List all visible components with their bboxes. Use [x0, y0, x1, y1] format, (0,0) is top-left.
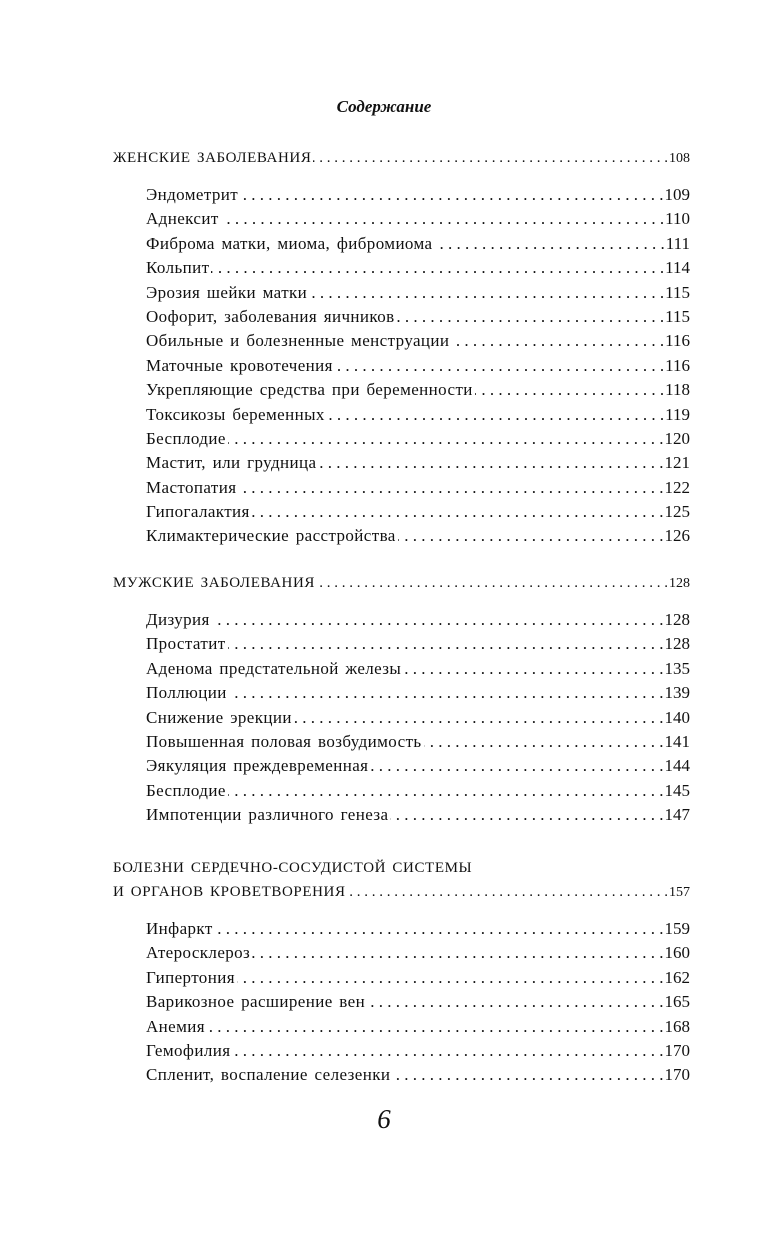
toc-entry[interactable]	[113, 405, 690, 429]
dot-leader	[229, 683, 664, 703]
toc-entry[interactable]	[113, 526, 690, 550]
toc-entry-label: Инфаркт	[146, 919, 213, 938]
toc-entry-page-number: 141	[664, 731, 690, 751]
toc-entry-page-number: 128	[664, 610, 690, 629]
toc-entry-label: Мастит, или грудница	[146, 453, 317, 473]
section-heading[interactable]	[113, 150, 690, 174]
dot-leader	[367, 992, 663, 1012]
toc-entry-label: Повышенная половая возбудимость	[146, 731, 422, 751]
dot-leader	[403, 659, 663, 679]
toc-entry-page-number: 116	[665, 331, 690, 351]
toc-entry-page-number: 159	[664, 919, 690, 938]
toc-entry-page-number: 144	[664, 756, 690, 776]
dot-leader	[317, 575, 668, 592]
toc-entry-label: Атеросклероз	[146, 943, 251, 963]
toc-entry-label: Простатит	[146, 634, 226, 654]
toc-entry-page-number: 125	[664, 502, 690, 522]
page-title: Содержание	[336, 97, 432, 116]
dot-leader	[228, 781, 664, 801]
toc-entry-label: Гемофилия	[146, 1040, 231, 1060]
section-heading[interactable]	[113, 575, 690, 599]
toc-entry-label: Кольпит	[146, 258, 210, 278]
section-page-number: 128	[669, 576, 690, 591]
toc-entry-label: Обильные и болезненные менструации	[146, 331, 450, 351]
toc-entry[interactable]	[113, 992, 690, 1016]
toc-entry-label: Эрозия шейки матки	[146, 282, 308, 302]
dot-leader	[370, 756, 663, 776]
toc-entry[interactable]	[113, 331, 690, 355]
toc-entry-label: Импотенции различного генеза	[146, 805, 389, 825]
toc-entry-page-number: 139	[664, 683, 690, 703]
toc-entry-label: Оофорит, заболевания яичников	[146, 306, 395, 326]
dot-leader	[309, 283, 664, 303]
section-heading-text: МУЖСКИЕ ЗАБОЛЕВАНИЯ	[113, 575, 316, 591]
toc-entry-page-number: 122	[664, 477, 690, 497]
toc-entry[interactable]	[113, 756, 690, 780]
page-number: 6	[377, 1104, 391, 1134]
dot-leader	[335, 356, 664, 376]
dot-leader	[397, 307, 665, 327]
dot-leader	[435, 234, 665, 254]
toc-entry-page-number: 115	[665, 306, 690, 326]
toc-entry-label: Мастопатия	[146, 477, 237, 497]
toc-entry-page-number: 126	[664, 526, 690, 546]
section-spacer	[113, 599, 690, 610]
toc-entry[interactable]	[113, 209, 690, 233]
toc-entry-label: Гипогалактия	[146, 502, 250, 522]
toc-entry-label: Снижение эрекции	[146, 707, 292, 727]
toc-entry-page-number: 170	[664, 1040, 690, 1060]
dot-leader	[212, 610, 664, 630]
toc-entry[interactable]	[113, 919, 690, 943]
section-spacer	[113, 908, 690, 919]
toc-entry[interactable]	[113, 683, 690, 707]
toc-entry-label: Эндометрит	[146, 185, 239, 204]
toc-entry-page-number: 140	[664, 707, 690, 727]
toc-entry[interactable]	[113, 659, 690, 683]
toc-entry[interactable]	[113, 234, 690, 258]
toc-entry-page-number: 165	[664, 992, 690, 1012]
dot-leader	[398, 526, 664, 546]
toc-entry-label: Дизурия	[146, 610, 210, 629]
toc-entry-page-number: 119	[665, 404, 690, 424]
dot-leader	[252, 502, 664, 522]
dot-leader	[221, 209, 664, 229]
toc-entry-page-number: 118	[665, 380, 690, 400]
dot-leader	[215, 919, 664, 939]
toc-entry[interactable]	[113, 968, 690, 992]
dot-leader	[238, 478, 663, 498]
toc-section	[113, 150, 690, 551]
toc-entry-page-number: 168	[664, 1016, 690, 1036]
dot-leader	[240, 185, 663, 205]
toc-entry-label: Варикозное расширение вен	[146, 992, 366, 1012]
toc-entry[interactable]	[113, 732, 690, 756]
dot-leader	[424, 732, 664, 752]
dot-leader	[475, 380, 664, 400]
toc-entry[interactable]	[113, 805, 690, 829]
dot-leader	[348, 884, 668, 901]
toc-entry[interactable]	[113, 380, 690, 404]
dot-leader	[228, 429, 664, 449]
toc-entry[interactable]	[113, 429, 690, 453]
toc-entry-page-number: 162	[664, 967, 690, 987]
toc-entry[interactable]	[113, 502, 690, 526]
toc-entry-page-number: 109	[664, 185, 690, 204]
dot-leader	[252, 943, 663, 963]
toc-entry-page-number: 147	[664, 805, 690, 825]
toc-entry[interactable]	[113, 356, 690, 380]
toc-entry-label: Бесплодие	[146, 428, 226, 448]
section-heading[interactable]	[113, 884, 690, 908]
toc-entry[interactable]	[113, 258, 690, 282]
section-heading-text: БОЛЕЗНИ СЕРДЕЧНО-СОСУДИСТОЙ СИСТЕМЫ	[113, 860, 473, 876]
section-spacer	[113, 174, 690, 185]
dot-leader	[232, 1041, 663, 1061]
toc-entry-label: Эякуляция преждевременная	[146, 756, 369, 776]
dot-leader	[207, 1017, 664, 1037]
toc-entry-label: Климактерические расстройства	[146, 526, 396, 546]
dot-leader	[451, 331, 664, 351]
toc-entry-label: Аднексит	[146, 209, 219, 229]
toc-entry[interactable]	[113, 453, 690, 477]
toc-entry-label: Спленит, воспаление селезенки	[146, 1065, 391, 1085]
section-heading[interactable]	[113, 860, 690, 884]
toc-entry-label: Токсикозы беременных	[146, 404, 325, 424]
dot-leader	[237, 968, 664, 988]
toc-section	[113, 860, 690, 1090]
toc-entry-page-number: 115	[665, 282, 690, 302]
toc-entry[interactable]	[113, 781, 690, 805]
dot-leader	[327, 405, 664, 425]
toc-entry-page-number: 111	[665, 233, 690, 253]
toc-entry[interactable]	[113, 1041, 690, 1065]
toc-entry[interactable]	[113, 307, 690, 331]
toc-entry[interactable]	[113, 943, 690, 967]
dot-leader	[318, 453, 663, 473]
dot-leader	[211, 258, 664, 278]
toc-entry[interactable]	[113, 478, 690, 502]
toc-entry-label: Анемия	[146, 1016, 205, 1036]
toc-entry-page-number: 128	[664, 634, 690, 654]
toc-entry-page-number: 170	[664, 1065, 690, 1085]
toc-entry-page-number: 110	[665, 209, 690, 229]
toc-entry[interactable]	[113, 1017, 690, 1041]
toc-entry-page-number: 160	[664, 943, 690, 963]
toc-entry-page-number: 116	[665, 355, 690, 375]
toc-entry-label: Аденома предстательной железы	[146, 658, 402, 678]
toc-entry-page-number: 135	[664, 658, 690, 678]
toc-entry[interactable]	[113, 708, 690, 732]
toc-entry-label: Маточные кровотечения	[146, 355, 333, 375]
toc-entry-label: Гипертония	[146, 967, 235, 987]
toc-entry-label: Укрепляющие средства при беременности	[146, 380, 473, 400]
toc-entry-page-number: 114	[665, 258, 690, 278]
dot-leader	[228, 634, 664, 654]
toc-entry-label: Фиброма матки, миома, фибромиома	[146, 233, 433, 253]
toc-entry[interactable]	[113, 283, 690, 307]
section-page-number: 108	[669, 151, 690, 166]
dot-leader	[294, 708, 664, 728]
toc-entry-page-number: 120	[664, 428, 690, 448]
toc-entry-page-number: 121	[664, 453, 690, 473]
dot-leader	[313, 150, 668, 167]
toc-entry-label: Поллюции	[146, 683, 227, 703]
toc-entry[interactable]	[113, 610, 690, 634]
toc-section	[113, 575, 690, 830]
toc-entry[interactable]	[113, 634, 690, 658]
section-page-number: 157	[669, 885, 690, 900]
section-heading-text: ЖЕНСКИЕ ЗАБОЛЕВАНИЯ	[113, 150, 312, 166]
toc-entry-page-number: 145	[664, 780, 690, 800]
section-heading-text: И ОРГАНОВ КРОВЕТВОРЕНИЯ	[113, 884, 346, 900]
dot-leader	[390, 805, 663, 825]
toc-entry-label: Бесплодие	[146, 780, 226, 800]
toc-entry[interactable]	[113, 1065, 690, 1089]
dot-leader	[392, 1065, 663, 1085]
toc-entry[interactable]	[113, 185, 690, 209]
